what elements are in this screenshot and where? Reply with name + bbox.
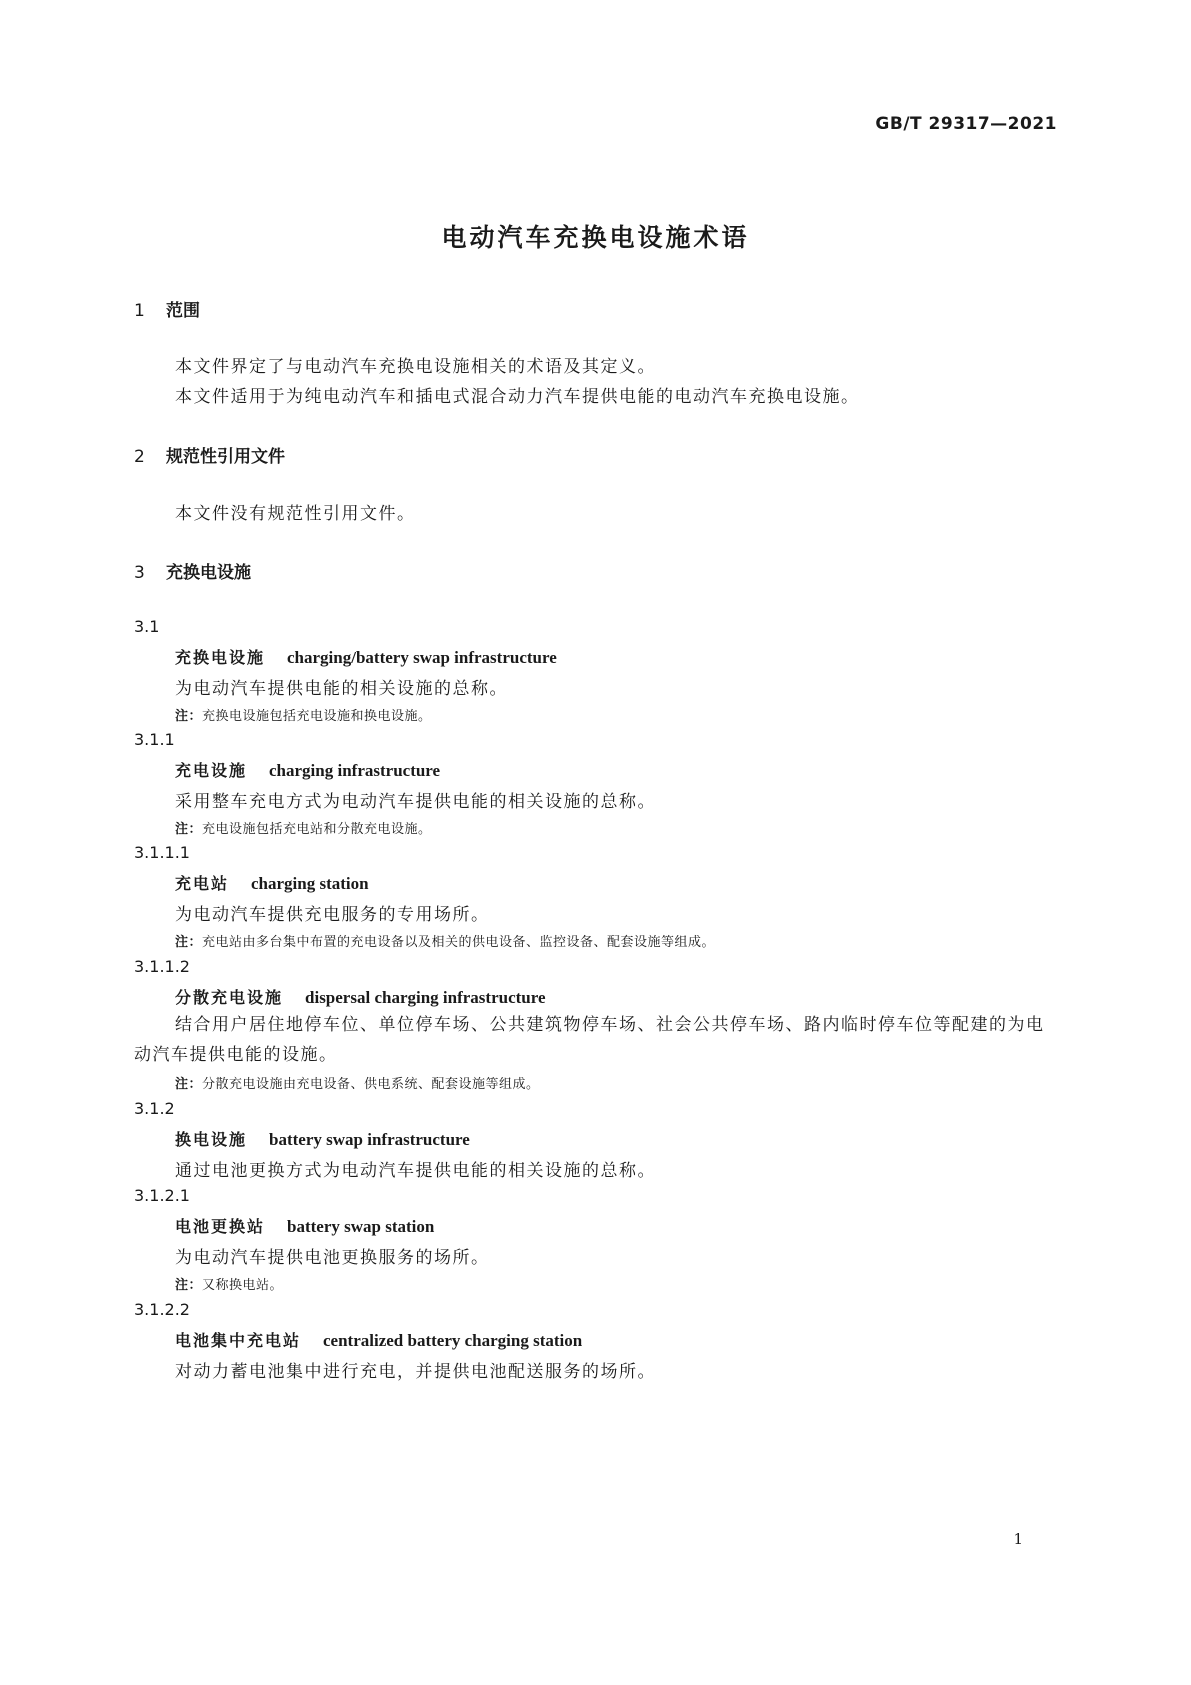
term-heading xyxy=(175,645,557,668)
note-text: 分散充电设施由充电设备、供电系统、配套设施等组成。 xyxy=(202,1077,540,1092)
note-label: 注： xyxy=(175,709,203,724)
term-zh: 充电设施 xyxy=(175,761,248,780)
term-en: dispersal charging infrastructure xyxy=(305,988,546,1007)
term-note xyxy=(175,931,715,950)
term-definition: 采用整车充电方式为电动汽车提供电能的相关设施的总称。 xyxy=(175,792,656,812)
paragraph: 本文件没有规范性引用文件。 xyxy=(175,504,416,524)
term-en: battery swap infrastructure xyxy=(269,1130,470,1149)
term-en: charging/battery swap infrastructure xyxy=(287,648,557,667)
section-number: 3 xyxy=(134,563,145,583)
section-title: 充换电设施 xyxy=(166,563,251,583)
clause-number: 3.1 xyxy=(134,617,160,636)
term-note xyxy=(175,1274,283,1293)
note-label: 注： xyxy=(175,822,203,837)
term-definition: 对动力蓄电池集中进行充电，并提供电池配送服务的场所。 xyxy=(175,1362,656,1382)
standard-code: GB/T 29317—2021 xyxy=(875,114,1057,134)
section-title: 规范性引用文件 xyxy=(166,447,285,467)
term-definition: 结合用户居住地停车位、单位停车场、公共建筑物停车场、社会公共停车场、路内临时停车位等配建的为电动汽车提供电能的设施。 xyxy=(134,1015,1045,1065)
term-zh: 换电设施 xyxy=(175,1130,248,1149)
note-text: 充换电设施包括充电设施和换电设施。 xyxy=(202,709,432,724)
term-note xyxy=(175,818,432,837)
clause-number: 3.1.1 xyxy=(134,730,175,749)
term-note xyxy=(175,705,432,724)
term-zh: 电池更换站 xyxy=(175,1217,266,1236)
term-definition: 为电动汽车提供电能的相关设施的总称。 xyxy=(175,679,508,699)
term-definition: 为电动汽车提供电池更换服务的场所。 xyxy=(175,1248,490,1268)
clause-number: 3.1.2.1 xyxy=(134,1186,190,1205)
note-text: 充电站由多台集中布置的充电设备以及相关的供电设备、监控设备、配套设施等组成。 xyxy=(202,935,716,950)
section-number: 2 xyxy=(134,447,145,467)
term-heading xyxy=(175,1127,470,1150)
clause-number: 3.1.1.2 xyxy=(134,957,190,976)
term-zh: 充换电设施 xyxy=(175,648,266,667)
section-heading-3 xyxy=(134,558,251,583)
term-heading xyxy=(175,758,440,781)
term-en: charging infrastructure xyxy=(269,761,441,780)
note-label: 注： xyxy=(175,1278,203,1293)
note-text: 又称换电站。 xyxy=(202,1278,284,1293)
term-zh: 电池集中充电站 xyxy=(175,1331,302,1350)
section-heading-1 xyxy=(134,296,200,321)
clause-number: 3.1.1.1 xyxy=(134,843,190,862)
term-heading xyxy=(175,871,369,894)
clause-number: 3.1.2.2 xyxy=(134,1300,190,1319)
term-definition: 通过电池更换方式为电动汽车提供电能的相关设施的总称。 xyxy=(175,1161,656,1181)
section-heading-2 xyxy=(134,442,285,467)
note-label: 注： xyxy=(175,935,203,950)
section-number: 1 xyxy=(134,301,145,321)
note-label: 注： xyxy=(175,1077,203,1092)
paragraph: 本文件界定了与电动汽车充换电设施相关的术语及其定义。 xyxy=(175,357,656,377)
clause-number: 3.1.2 xyxy=(134,1099,175,1118)
section-title: 范围 xyxy=(166,301,200,321)
term-en: battery swap station xyxy=(287,1217,435,1236)
paragraph: 本文件适用于为纯电动汽车和插电式混合动力汽车提供电能的电动汽车充换电设施。 xyxy=(175,387,860,407)
term-heading xyxy=(175,1214,434,1237)
term-zh: 分散充电设施 xyxy=(175,988,284,1007)
term-en: centralized battery charging station xyxy=(323,1331,583,1350)
term-en: charging station xyxy=(251,874,369,893)
term-note xyxy=(175,1073,540,1092)
term-definition: 为电动汽车提供充电服务的专用场所。 xyxy=(175,905,490,925)
note-text: 充电设施包括充电站和分散充电设施。 xyxy=(202,822,432,837)
page-number: 1 xyxy=(1013,1530,1023,1548)
term-zh: 充电站 xyxy=(175,874,230,893)
document-title: 电动汽车充换电设施术语 xyxy=(441,223,750,252)
term-heading xyxy=(175,1328,582,1351)
term-heading xyxy=(175,985,546,1008)
